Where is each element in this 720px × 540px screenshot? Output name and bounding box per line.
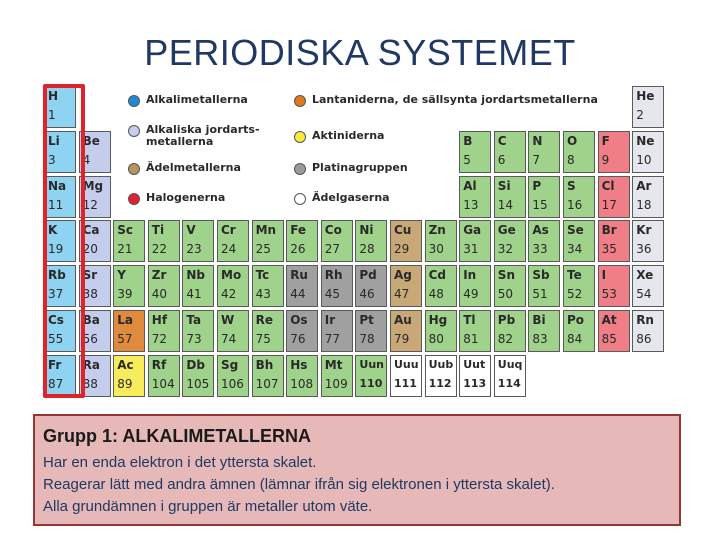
element-number: 21 [117, 242, 133, 257]
element-symbol: Mt [324, 357, 343, 372]
legend-swatch-icon [128, 125, 140, 137]
element-number: 16 [567, 197, 583, 212]
element-tc [252, 265, 284, 307]
element-number: 114 [497, 376, 521, 390]
element-uun [355, 355, 387, 397]
element-uut [459, 355, 491, 397]
element-al [459, 176, 491, 218]
element-uuq [494, 355, 526, 397]
element-number: 53 [601, 287, 617, 302]
element-number: 112 [428, 376, 452, 390]
element-number: 4 [82, 152, 91, 167]
element-number: 108 [290, 376, 314, 391]
element-number: 88 [82, 376, 98, 391]
element-symbol: Ir [324, 313, 336, 327]
element-symbol: Zn [428, 223, 446, 238]
element-symbol: H [48, 89, 59, 103]
element-i [598, 265, 630, 307]
element-symbol: Y [117, 268, 126, 283]
element-number: 52 [567, 287, 583, 302]
element-number: 77 [324, 332, 341, 346]
element-number: 45 [324, 287, 341, 302]
element-c [494, 131, 526, 173]
element-mn [252, 220, 284, 262]
element-tl [459, 310, 491, 352]
element-number: 36 [636, 242, 652, 257]
element-number: 85 [601, 332, 617, 346]
element-number: 41 [186, 287, 202, 302]
element-symbol: V [186, 223, 196, 238]
element-symbol: Ca [82, 223, 100, 238]
legend-label: Aktiniderna [312, 129, 385, 142]
element-number: 17 [601, 197, 617, 212]
element-ar [632, 176, 664, 218]
element-symbol: Br [601, 223, 617, 238]
element-symbol: Tl [463, 313, 476, 327]
element-cd [425, 265, 457, 307]
element-symbol: Re [255, 313, 273, 327]
element-ge [494, 220, 526, 262]
element-symbol: Co [324, 223, 342, 238]
element-cl [598, 176, 630, 218]
element-symbol: Mn [255, 223, 277, 238]
element-number: 40 [151, 287, 168, 302]
element-number: 56 [82, 332, 98, 346]
element-symbol: C [497, 133, 507, 148]
element-ta [182, 310, 214, 352]
element-sn [494, 265, 526, 307]
element-number: 9 [601, 152, 610, 167]
element-se [563, 220, 595, 262]
element-symbol: Sb [532, 268, 550, 283]
element-number: 44 [290, 287, 306, 302]
page-title: PERIODISKA SYSTEMET [144, 32, 576, 73]
element-symbol: In [463, 268, 477, 283]
element-number: 33 [532, 242, 548, 257]
element-number: 75 [255, 332, 271, 346]
element-fe [286, 220, 318, 262]
element-au [390, 310, 422, 352]
element-symbol: Cr [221, 223, 236, 238]
element-symbol: Ta [186, 313, 202, 327]
element-symbol: Mo [221, 268, 242, 283]
element-ni [355, 220, 387, 262]
element-si [494, 176, 526, 218]
element-number: 83 [532, 332, 548, 346]
info-line-3: Alla grundämnen i gruppen är metaller utom väte. [43, 498, 373, 515]
element-number: 81 [463, 332, 479, 346]
element-symbol: Rn [636, 313, 654, 327]
element-symbol: Ge [497, 223, 516, 238]
element-symbol: S [567, 178, 576, 193]
element-symbol: I [601, 268, 607, 283]
element-symbol: Cd [428, 268, 446, 283]
element-number: 113 [463, 376, 487, 390]
element-number: 14 [497, 197, 514, 212]
element-number: 76 [290, 332, 306, 346]
element-number: 50 [497, 287, 514, 302]
element-symbol: Ba [82, 313, 100, 327]
element-f [598, 131, 630, 173]
element-cu [390, 220, 422, 262]
element-cr [217, 220, 249, 262]
element-b [459, 131, 491, 173]
element-number: 47 [394, 287, 410, 302]
element-number: 35 [601, 242, 617, 257]
element-symbol: Cs [48, 313, 64, 327]
element-la [113, 310, 145, 352]
element-zn [425, 220, 457, 262]
element-pd [355, 265, 387, 307]
element-zr [148, 265, 180, 307]
element-symbol: Pd [359, 268, 377, 283]
element-number: 34 [567, 242, 583, 257]
element-kr [632, 220, 664, 262]
element-number: 27 [324, 242, 341, 257]
element-number: 37 [48, 287, 64, 302]
element-symbol: Rf [151, 357, 167, 372]
element-p [528, 176, 560, 218]
element-at [598, 310, 630, 352]
element-sb [528, 265, 560, 307]
element-number: 5 [463, 152, 471, 167]
legend-label: Ädelmetallerna [146, 161, 241, 174]
legend-label: Alkaliska jordarts- metallerna [146, 123, 260, 148]
element-number: 26 [290, 242, 306, 257]
legend-label: Ädelgaserna [312, 191, 390, 204]
element-number: 11 [48, 197, 64, 212]
element-number: 19 [48, 242, 64, 257]
element-uuu [390, 355, 422, 397]
element-symbol: Ti [151, 223, 165, 238]
element-number: 55 [48, 332, 64, 346]
element-symbol: La [117, 313, 133, 327]
element-pb [494, 310, 526, 352]
element-symbol: Uuu [394, 357, 419, 371]
element-nb [182, 265, 214, 307]
element-number: 111 [394, 376, 417, 390]
element-symbol: Hs [290, 357, 308, 372]
element-symbol: Sr [82, 268, 98, 283]
element-symbol: Ar [636, 178, 652, 193]
element-symbol: Ru [290, 268, 308, 283]
element-hg [425, 310, 457, 352]
element-bi [528, 310, 560, 352]
element-number: 54 [636, 287, 652, 302]
element-number: 20 [82, 242, 98, 257]
element-symbol: Nb [186, 268, 206, 283]
element-br [598, 220, 630, 262]
element-symbol: Te [567, 268, 582, 283]
element-number: 18 [636, 197, 652, 212]
element-uub [425, 355, 457, 397]
element-po [563, 310, 595, 352]
element-ga [459, 220, 491, 262]
element-number: 78 [359, 332, 375, 346]
element-symbol: Pt [359, 313, 374, 327]
element-number: 89 [117, 376, 133, 391]
element-ru [286, 265, 318, 307]
element-symbol: As [532, 223, 549, 238]
element-symbol: Cu [394, 223, 412, 238]
element-number: 38 [82, 287, 98, 302]
info-line-1: Har en enda elektron i det yttersta skalet. [43, 454, 317, 471]
group-1-highlight [43, 84, 85, 398]
element-symbol: P [532, 178, 542, 193]
element-re [252, 310, 284, 352]
element-symbol: Fe [290, 223, 307, 238]
legend-label: Platinagruppen [312, 161, 408, 174]
element-ti [148, 220, 180, 262]
element-symbol: He [636, 89, 655, 103]
element-db [182, 355, 214, 397]
element-number: 39 [117, 287, 133, 302]
element-symbol: O [567, 133, 578, 148]
element-symbol: Se [567, 223, 584, 238]
element-symbol: Na [48, 178, 67, 193]
element-w [217, 310, 249, 352]
element-pt [355, 310, 387, 352]
element-symbol: Ga [463, 223, 482, 238]
element-symbol: Os [290, 313, 308, 327]
element-number: 110 [359, 376, 383, 390]
element-number: 1 [48, 108, 56, 122]
element-symbol: Rb [48, 268, 66, 283]
element-ir [321, 310, 353, 352]
element-symbol: Si [497, 178, 511, 193]
element-y [113, 265, 145, 307]
element-symbol: Hg [428, 313, 448, 327]
legend-label: Alkalimetallerna [146, 93, 248, 106]
element-symbol: Hf [151, 313, 168, 327]
element-symbol: Sc [117, 223, 133, 238]
legend-label: Halogenerna [146, 191, 226, 204]
element-number: 3 [48, 152, 56, 167]
element-symbol: Po [567, 313, 585, 327]
element-number: 7 [532, 152, 541, 167]
element-v [182, 220, 214, 262]
element-symbol: Sn [497, 268, 515, 283]
element-number: 74 [221, 332, 237, 346]
element-o [563, 131, 595, 173]
element-symbol: Bh [255, 357, 274, 372]
element-number: 87 [48, 376, 64, 391]
element-symbol: Ni [359, 223, 374, 238]
element-number: 106 [221, 376, 244, 391]
element-number: 12 [82, 197, 98, 212]
element-os [286, 310, 318, 352]
element-number: 6 [497, 152, 506, 167]
element-number: 57 [117, 332, 133, 346]
element-symbol: Mg [82, 178, 104, 193]
element-number: 79 [394, 332, 410, 346]
element-te [563, 265, 595, 307]
element-number: 49 [463, 287, 479, 302]
element-mt [321, 355, 353, 397]
element-symbol: Cl [601, 178, 615, 193]
legend-label: Lantaniderna, de sällsynta jordartsmetallerna [312, 93, 598, 106]
element-symbol: B [463, 133, 473, 148]
element-number: 105 [186, 376, 210, 391]
element-number: 73 [186, 332, 202, 346]
element-co [321, 220, 353, 262]
element-rh [321, 265, 353, 307]
element-xe [632, 265, 664, 307]
element-symbol: Uub [428, 357, 454, 371]
element-symbol: Kr [636, 223, 652, 238]
element-number: 15 [532, 197, 548, 212]
element-hs [286, 355, 318, 397]
element-symbol: Bi [532, 313, 546, 327]
element-number: 10 [636, 152, 652, 167]
element-ac [113, 355, 145, 397]
element-ne [632, 131, 664, 173]
element-number: 46 [359, 287, 375, 302]
info-heading: Grupp 1: ALKALIMETALLERNA [43, 426, 311, 446]
element-number: 84 [567, 332, 583, 346]
element-symbol: Uuq [497, 357, 523, 371]
legend-swatch-icon [294, 193, 306, 205]
element-symbol: Zr [151, 268, 167, 283]
element-symbol: Rh [324, 268, 343, 283]
element-he [632, 86, 664, 128]
legend-swatch-icon [294, 131, 306, 143]
element-number: 48 [428, 287, 444, 302]
element-n [528, 131, 560, 173]
element-number: 13 [463, 197, 479, 212]
legend-swatch-icon [294, 163, 306, 175]
element-sg [217, 355, 249, 397]
element-hf [148, 310, 180, 352]
element-symbol: Ac [117, 357, 134, 372]
legend-swatch-icon [128, 193, 140, 205]
element-symbol: Tc [255, 268, 270, 283]
element-symbol: Uun [359, 357, 384, 371]
element-symbol: Fr [48, 357, 62, 372]
legend-swatch-icon [128, 95, 140, 107]
element-symbol: Xe [636, 268, 654, 283]
element-number: 29 [394, 242, 410, 257]
element-number: 23 [186, 242, 202, 257]
element-symbol: Uut [463, 357, 486, 371]
element-symbol: N [532, 133, 543, 148]
element-number: 80 [428, 332, 444, 346]
element-symbol: Ra [82, 357, 100, 372]
element-symbol: Pb [497, 313, 516, 327]
element-symbol: Ag [394, 268, 412, 283]
element-number: 43 [255, 287, 271, 302]
element-symbol: Db [186, 357, 205, 372]
element-number: 22 [151, 242, 168, 257]
element-symbol: Sg [221, 357, 239, 372]
element-number: 82 [497, 332, 514, 346]
element-number: 109 [324, 376, 348, 391]
element-number: 32 [497, 242, 514, 257]
element-symbol: W [221, 313, 235, 327]
element-sc [113, 220, 145, 262]
element-rn [632, 310, 664, 352]
element-number: 72 [151, 332, 168, 346]
element-symbol: Au [394, 313, 412, 327]
element-number: 104 [151, 376, 175, 391]
element-s [563, 176, 595, 218]
element-symbol: Li [48, 133, 60, 148]
element-number: 24 [221, 242, 237, 257]
element-number: 28 [359, 242, 375, 257]
element-ag [390, 265, 422, 307]
element-number: 51 [532, 287, 548, 302]
element-symbol: F [601, 133, 610, 148]
element-in [459, 265, 491, 307]
element-number: 42 [221, 287, 237, 302]
info-box [33, 414, 681, 526]
legend-swatch-icon [294, 95, 306, 107]
element-number: 31 [463, 242, 479, 257]
element-symbol: At [601, 313, 617, 327]
element-number: 30 [428, 242, 444, 257]
element-symbol: Al [463, 178, 477, 193]
info-line-2: Reagerar lätt med andra ämnen (lämnar ifrån sig elektronen i yttersta skalet). [43, 476, 555, 493]
element-symbol: Ne [636, 133, 655, 148]
element-as [528, 220, 560, 262]
element-bh [252, 355, 284, 397]
element-number: 2 [636, 108, 644, 122]
element-number: 25 [255, 242, 271, 257]
legend-swatch-icon [128, 163, 140, 175]
periodic-table [36, 80, 682, 402]
element-number: 107 [255, 376, 279, 391]
element-rf [148, 355, 180, 397]
element-symbol: Be [82, 133, 100, 148]
element-number: 8 [567, 152, 575, 167]
element-symbol: K [48, 223, 58, 238]
element-mo [217, 265, 249, 307]
element-number: 86 [636, 332, 652, 346]
